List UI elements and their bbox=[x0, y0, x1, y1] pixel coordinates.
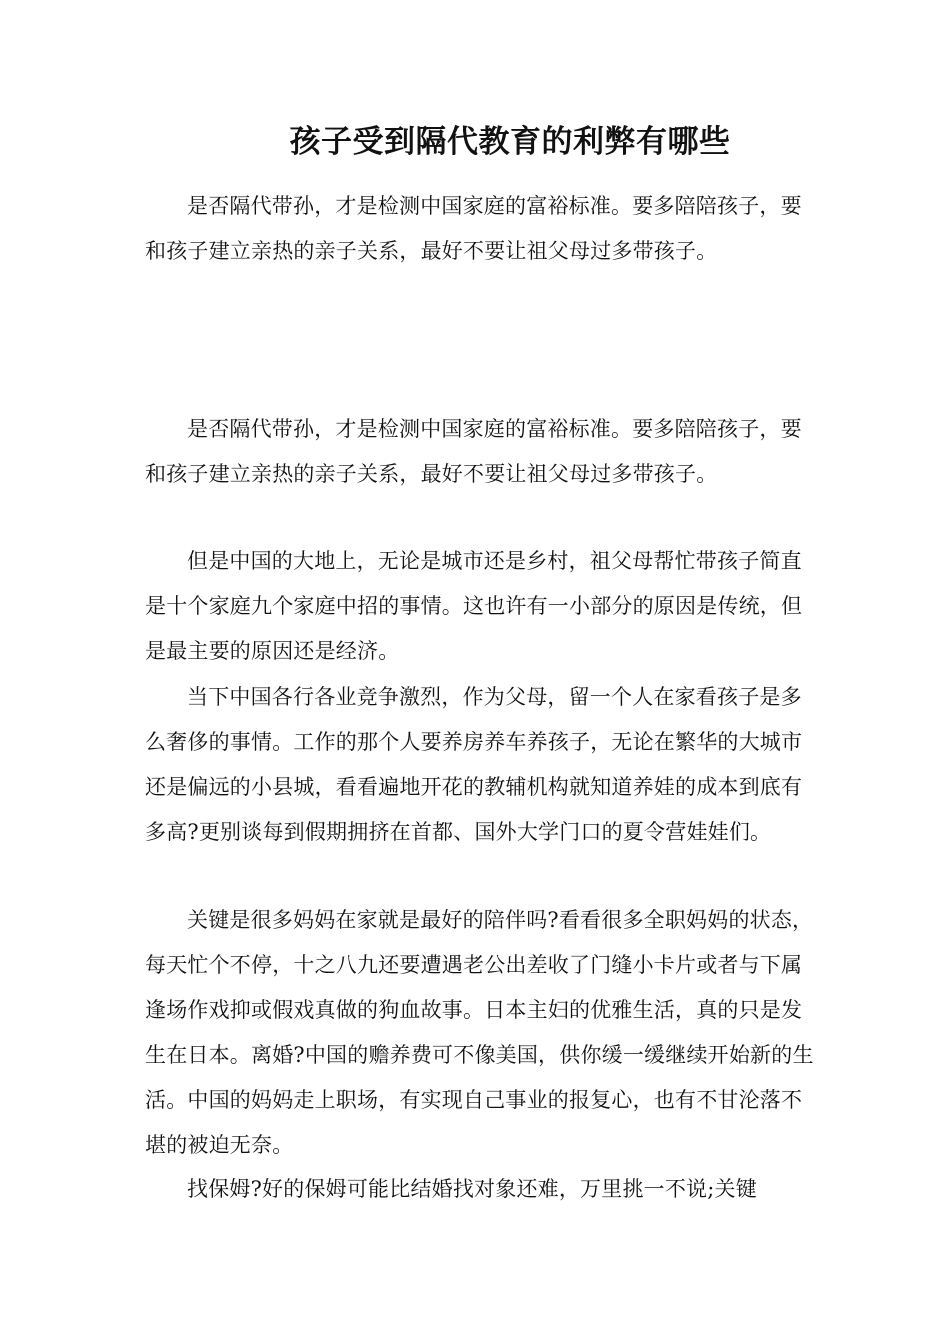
document-title: 孩子受到隔代教育的利弊有哪些 bbox=[289, 124, 731, 160]
paragraph-2: 是否隔代带孙，才是检测中国家庭的富裕标准。要多陪陪孩子，要和孩子建立亲热的亲子关系，最好不要让祖父母过多带孩子。 bbox=[145, 417, 802, 486]
paragraph-1: 是否隔代带孙，才是检测中国家庭的富裕标准。要多陪陪孩子，要和孩子建立亲热的亲子关系，最好不要让祖父母过多带孩子。 bbox=[145, 194, 802, 263]
paragraph-4: 当下中国各行各业竞争激烈，作为父母，留一个人在家看孩子是多么奢侈的事情。工作的那个人要养房养车养孩子，无论在繁华的大城市还是偏远的小县城，看看遍地开花的教辅机构就知道养娃的成本到底有多高?更别谈每到假期拥挤在首都、国外大学门口的夏令营娃娃们。 bbox=[145, 685, 803, 844]
paragraph-6: 找保姆?好的保姆可能比结婚找对象还难，万里挑一不说;关键 bbox=[187, 1177, 757, 1201]
paragraph-5: 关键是很多妈妈在家就是最好的陪伴吗?看看很多全职妈妈的状态，每天忙个不停，十之八九还要遭遇老公出差收了门缝小卡片或者与下属逢场作戏抑或假戏真做的狗血故事。日本主妇的优雅生活，真的只是发生在日本。离婚?中国的赡养费可不像美国，供你缓一缓继续开始新的生活。中国的妈妈走上职场，有实现自己事业的报复心，也有不甘沦落不堪的被迫无奈。 bbox=[145, 908, 814, 1157]
paragraph-3: 但是中国的大地上，无论是城市还是乡村，祖父母帮忙带孩子简直是十个家庭九个家庭中招的事情。这也许有一小部分的原因是传统，但是最主要的原因还是经济。 bbox=[145, 549, 803, 663]
